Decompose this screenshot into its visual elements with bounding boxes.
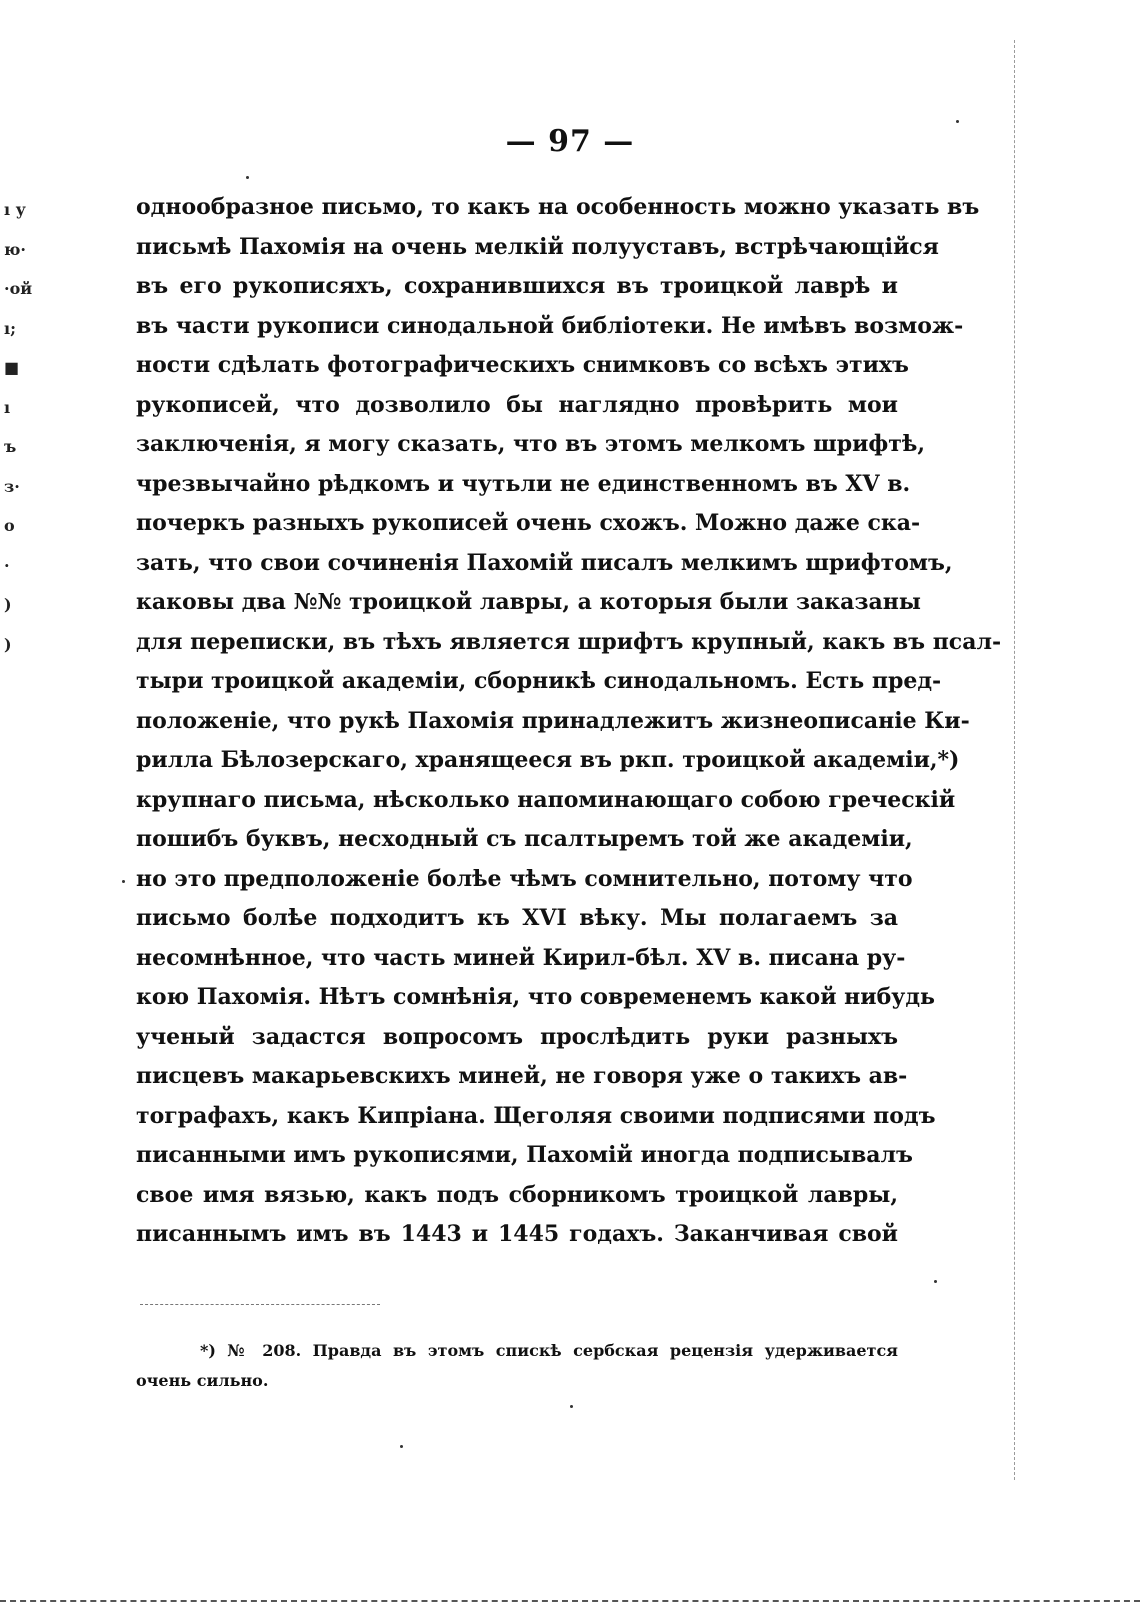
margin-fragment: ı у: [4, 200, 26, 219]
margin-fragment: ·: [4, 555, 10, 575]
text-line: письмѣ Пахомія на очень мелкій полууставъ, встрѣчающійся: [136, 233, 939, 260]
scan-bottom-edge: [0, 1600, 1140, 1602]
text-line: въ части рукописи синодальной библіотеки. Не имѣвъ возмож-: [136, 312, 964, 339]
margin-fragment: ю·: [4, 239, 26, 259]
text-line: писанными имъ рукописями, Пахомій иногда подписывалъ: [136, 1142, 913, 1168]
margin-fragment: о: [4, 516, 15, 535]
text-line: писаннымъ имъ въ 1443 и 1445 годахъ. Заканчивая свой: [136, 1221, 898, 1247]
text-line: рукописей, что дозволило бы наглядно провѣрить мои: [136, 391, 898, 418]
left-margin-fragments: [4, 190, 33, 664]
text-line: почеркъ разныхъ рукописей очень схожъ. Можно даже ска-: [136, 510, 921, 536]
scan-speck: [570, 1405, 573, 1408]
text-line: пошибъ буквъ, несходный съ псалтыремъ той же академіи,: [136, 826, 913, 852]
margin-fragment: ): [4, 634, 12, 654]
margin-fragment: ■: [4, 358, 20, 377]
text-line: ности сдѣлать фотографическихъ снимковъ со всѣхъ этихъ: [136, 352, 909, 378]
scan-edge-line: [1014, 40, 1015, 1480]
margin-fragment: ı;: [4, 318, 16, 338]
text-line: крупнаго письма, нѣсколько напоминающаго собою греческій: [136, 786, 956, 813]
body-text: [136, 188, 1002, 1255]
text-line: чрезвычайно рѣдкомъ и чутьли не единственномъ въ XV в.: [136, 470, 911, 497]
scan-speck: [400, 1445, 403, 1448]
text-line: кою Пахомія. Нѣтъ сомнѣнія, что современемъ какой нибудь: [136, 984, 935, 1010]
scan-speck: [122, 880, 125, 883]
scan-speck: [246, 176, 249, 179]
text-line: рилла Бѣлозерскаго, хранящееся въ ркп. троицкой академіи,*): [136, 747, 960, 773]
text-line: тыри троицкой академіи, сборникѣ синодальномъ. Есть пред-: [136, 668, 942, 694]
text-line: письмо болѣе подходитъ къ XVI вѣку. Мы полагаемъ за: [136, 905, 898, 931]
text-line: тографахъ, какъ Кипріана. Щеголяя своими подписями подъ: [136, 1102, 936, 1129]
scan-speck: [956, 120, 959, 123]
text-line: писцевъ макарьевскихъ миней, не говоря уже о такихъ ав-: [136, 1063, 908, 1089]
text-line: зать, что свои сочиненія Пахомій писалъ мелкимъ шрифтомъ,: [136, 549, 953, 576]
footnote-line: очень сильно.: [136, 1371, 269, 1390]
text-line: но это предположеніе болѣе чѣмъ сомнительно, потому что: [136, 865, 913, 892]
text-line: въ его рукописяхъ, сохранившихся въ троицкой лаврѣ и: [136, 273, 898, 299]
text-line: ученый задастся вопросомъ прослѣдить руки разныхъ: [136, 1023, 898, 1050]
margin-fragment: ): [4, 595, 12, 614]
margin-fragment: ·ой: [4, 279, 33, 298]
text-line: заключенія, я могу сказать, что въ этомъ мелкомъ шрифтѣ,: [136, 431, 926, 457]
footnote: [136, 1336, 898, 1396]
text-line: положеніе, что рукѣ Пахомія принадлежитъ жизнеописаніе Ки-: [136, 707, 970, 734]
margin-fragment: ъ: [4, 437, 17, 456]
margin-fragment: ı: [4, 397, 11, 417]
text-line: однообразное письмо, то какъ на особенность можно указать въ: [136, 194, 980, 220]
text-line: свое имя вязью, какъ подъ сборникомъ троицкой лавры,: [136, 1181, 898, 1208]
margin-fragment: з·: [4, 476, 20, 496]
scan-speck: [934, 1280, 937, 1283]
text-line: каковы два №№ троицкой лавры, а которыя были заказаны: [136, 589, 921, 615]
footnote-line: *) № 208. Правда въ этомъ спискѣ сербская рецензія удерживается: [200, 1341, 898, 1360]
page-number: — 97 —: [505, 124, 635, 159]
footnote-rule: [140, 1304, 380, 1305]
text-line: несомнѣнное, что часть миней Кирил-бѣл. XV в. писана ру-: [136, 944, 906, 971]
text-line: для переписки, въ тѣхъ является шрифтъ крупный, какъ въ псал-: [136, 628, 1002, 655]
